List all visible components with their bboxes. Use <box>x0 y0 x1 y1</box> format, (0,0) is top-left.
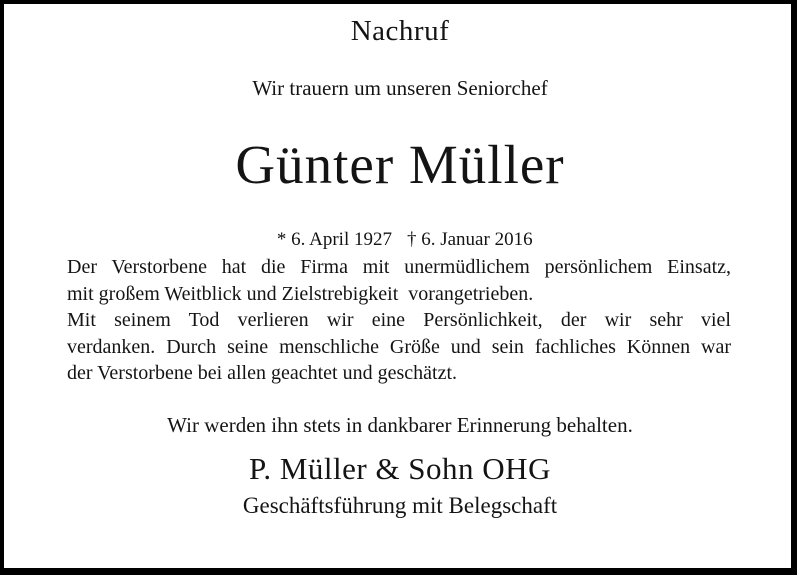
deceased-name: Günter Müller <box>235 134 565 195</box>
body-text <box>67 254 731 387</box>
company-name: P. Müller & Sohn OHG <box>249 451 551 486</box>
notice-title: Nachruf <box>350 15 450 47</box>
signature-line: Geschäftsführung mit Belegschaft <box>242 493 558 518</box>
intro-line: Wir trauern um unseren Seniorchef <box>252 76 548 100</box>
birth-date: * 6. April 1927 <box>276 228 392 250</box>
body-line: der Verstorbene bei allen geachtet und geschätzt. <box>67 362 458 385</box>
life-dates <box>0 209 800 251</box>
death-date: † 6. Januar 2016 <box>406 228 533 250</box>
body-line: Mit seinem Tod verlieren wir eine Persönlichkeit, der wir sehr viel <box>67 309 731 332</box>
body-line: mit großem Weitblick und Zielstrebigkeit vorangetrieben. <box>67 282 534 305</box>
body-line: Der Verstorbene hat die Firma mit unermüdlichem persönlichem Einsatz, <box>67 256 731 278</box>
body-line: verdanken. Durch seine menschliche Größe und sein fachliches Können war <box>67 335 731 358</box>
remembrance-line: Wir werden ihn stets in dankbarer Erinnerung behalten. <box>167 413 633 437</box>
